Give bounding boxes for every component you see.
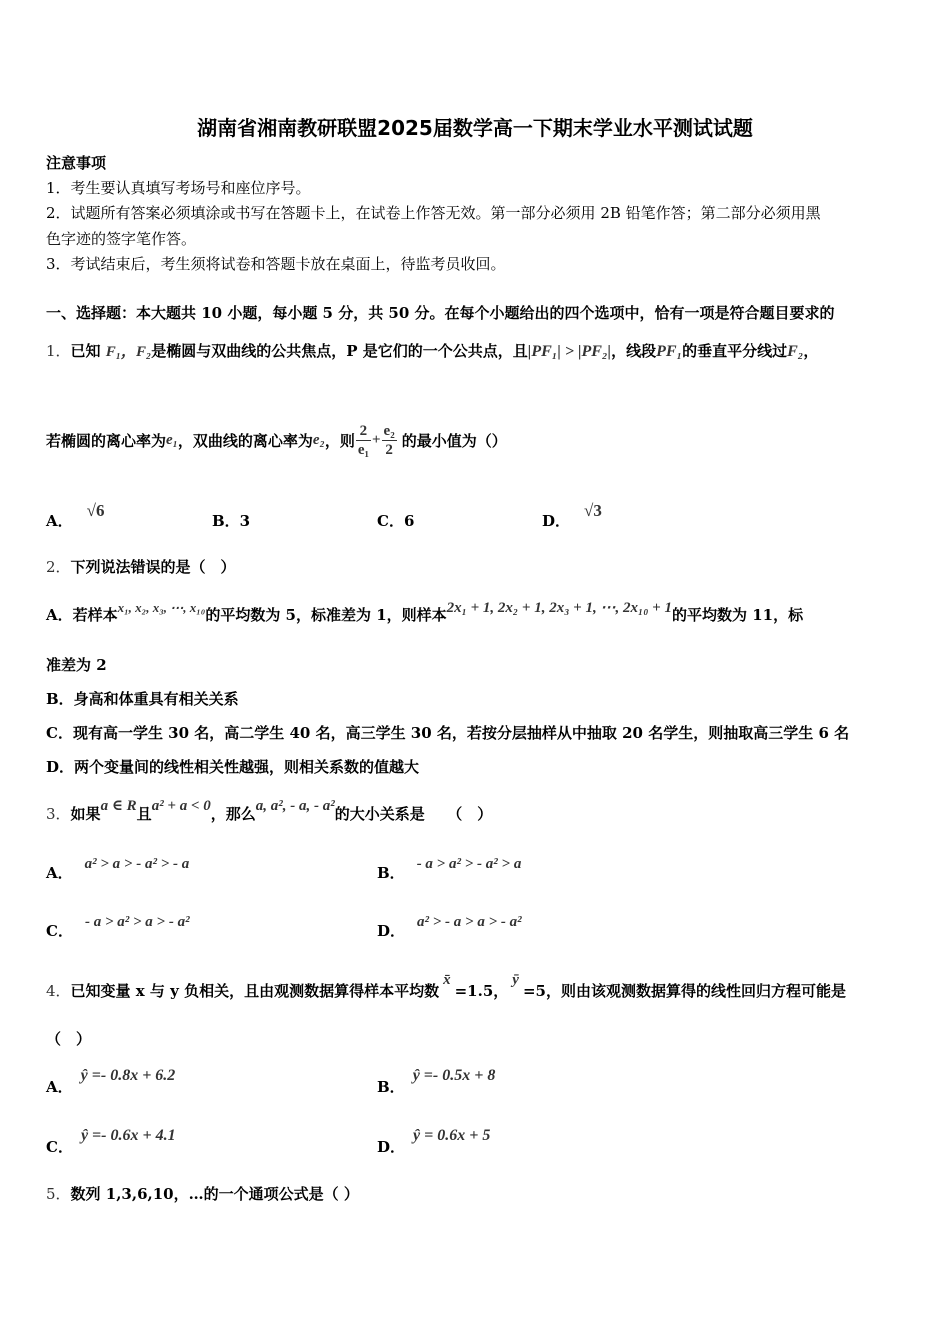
option-label: D． [542, 512, 571, 530]
option-math: 2x₁ + 1, 2x₂ + 1, 2x₃ + 1, ⋯, 2x₁₀ + 1 [446, 600, 672, 616]
section-heading: 一、选择题：本大题共 10 小题，每小题 5 分，共 50 分。在每个小题给出的四个选项中，恰有一项是符合题目要求的 [46, 304, 835, 322]
question-4-stem [46, 968, 846, 1000]
option-math: ŷ =- 0.6x + 4.1 [80, 1127, 176, 1144]
q3-text: 如果 [70, 805, 101, 823]
fraction [382, 422, 397, 459]
notice-item: 1．考生要认真填写考场号和座位序号。 [46, 179, 311, 197]
q2-option-a [46, 596, 804, 624]
q1-option-a [46, 500, 105, 530]
option-math: ŷ =- 0.8x + 6.2 [80, 1067, 176, 1084]
question-1-line-2 [46, 415, 507, 465]
q4-option-c [46, 1124, 176, 1156]
q4-text: =5，则由该观测数据算得的线性回归方程可能是 [522, 982, 846, 1000]
q5-text: 数列 1,3,6,10，…的一个通项公式是（ ） [70, 1185, 359, 1203]
q1-math-e2: e₂ [312, 431, 325, 448]
q1-text: ，双曲线的离心率为 [177, 431, 313, 450]
question-number: 2． [46, 558, 71, 576]
question-2-stem [46, 556, 236, 577]
q4-option-d [377, 1124, 491, 1156]
option-label: A．若样本 [46, 606, 118, 624]
q2-option-b: B．身高和体重具有相关关系 [46, 690, 239, 708]
page-title: 湖南省湘南教研联盟2025届数学高一下期末学业水平测试试题 [197, 116, 753, 140]
option-math: ŷ = 0.6x + 5 [413, 1127, 491, 1144]
plus-sign: + [371, 431, 381, 448]
option-math: - a > a² > - a² > a [416, 856, 522, 872]
q2-option-d: D．两个变量间的线性相关性越强，则相关系数的值越大 [46, 758, 420, 776]
q3-option-c [46, 910, 190, 940]
q2-text: 的平均数为 11，标 [671, 606, 804, 624]
fraction-numerator: 2 [356, 422, 371, 441]
q1-math-foci: F₁，F₂ [105, 344, 152, 360]
q1-text: 的垂直平分线过 [682, 342, 788, 360]
q3-option-b [377, 852, 522, 882]
option-math: - a > a² > a > - a² [84, 914, 190, 930]
option-label: C． [46, 1138, 73, 1156]
notice-item: 2．试题所有答案必须填涂或书写在答题卡上，在试卷上作答无效。第一部分必须用 2B 铅笔作答；第二部分必须用黑 [46, 204, 821, 222]
q1-text: 的最小值为（） [401, 431, 507, 450]
q4-text: =1.5， [454, 982, 509, 1000]
q1-math-segment: PF₁ [656, 343, 683, 360]
notice-heading: 注意事项 [46, 154, 107, 172]
question-number: 1． [46, 342, 71, 360]
q1-text: ， [803, 342, 819, 360]
fraction-numerator: e₂ [383, 422, 395, 439]
q1-math-e1: e₁ [166, 431, 178, 448]
q1-text: 若椭圆的离心率为 [46, 431, 167, 450]
option-label: A． [46, 512, 73, 530]
option-label: A． [46, 864, 73, 882]
option-math: √3 [584, 501, 602, 520]
option-math: x₁, x₂, x₃, ⋯, x₁₀ [117, 600, 206, 615]
question-number: 5． [46, 1185, 71, 1203]
option-label: D． [377, 1138, 406, 1156]
q1-option-c [377, 510, 414, 531]
q2-option-c: C．现有高一学生 30 名，高二学生 40 名，高三学生 30 名，若按分层抽样从中抽取 20 名学生，则抽取高三学生 6 名 [46, 724, 850, 742]
q1-text: 是椭圆与双曲线的公共焦点，P 是它们的一个公共点，且 [151, 342, 528, 360]
q3-math: a, a², - a, - a² [255, 798, 335, 814]
q1-option-b [212, 510, 250, 531]
option-label: C． [46, 922, 73, 940]
q2-text: 的平均数为 5，标准差为 1，则样本 [205, 606, 447, 624]
notice-item: 3．考试结束后，考生须将试卷和答题卡放在桌面上，待监考员收回。 [46, 255, 506, 273]
option-label: B．3 [212, 512, 251, 530]
q1-option-d [542, 500, 602, 530]
q4-option-a [46, 1064, 176, 1096]
q4-text: 已知变量 x 与 y 负相关，且由观测数据算得样本平均数 [70, 982, 440, 1000]
question-3-stem [46, 794, 493, 823]
fraction-denominator: e₁ [357, 441, 369, 458]
option-label: A． [46, 1078, 73, 1096]
option-math: a² > - a > a > - a² [417, 914, 522, 930]
q1-math-expression [355, 422, 398, 459]
fraction-denominator: 2 [385, 441, 393, 458]
notice-item: 色字迹的签字笔作答。 [46, 230, 197, 248]
q2-text: 下列说法错误的是（ ） [70, 558, 236, 576]
question-number: 3． [46, 805, 71, 823]
option-label: C．6 [377, 512, 415, 530]
q4-math: ȳ [512, 972, 519, 988]
question-1-line-1 [46, 340, 818, 361]
q2-option-a-cont: 准差为 2 [46, 656, 107, 674]
question-5-stem [46, 1183, 359, 1204]
q1-text: 已知 [70, 342, 101, 360]
q1-math-condition: |PF₁| > |PF₂| [527, 343, 612, 360]
fraction [356, 422, 371, 459]
q3-text: ，那么 [210, 805, 256, 823]
option-math: a² > a > - a² > - a [84, 856, 190, 872]
option-math: √6 [86, 501, 105, 520]
question-number: 4． [46, 982, 71, 1000]
q4-option-b [377, 1064, 496, 1096]
q1-math-f2: F₂ [787, 343, 804, 360]
q3-math: a ∈ R [100, 798, 137, 814]
option-math: ŷ =- 0.5x + 8 [412, 1067, 496, 1084]
q3-text: 的大小关系是 （ ） [334, 805, 493, 823]
q1-text: ，线段 [611, 342, 657, 360]
q3-math: a² + a < 0 [151, 798, 211, 814]
option-label: B． [377, 864, 405, 882]
option-label: D． [377, 922, 406, 940]
q3-option-a [46, 852, 190, 882]
option-label: B． [377, 1078, 405, 1096]
q4-math: x̄ [443, 972, 451, 988]
q3-option-d [377, 910, 522, 940]
q4-paren: （ ） [46, 1030, 92, 1048]
q3-text: 且 [136, 805, 152, 823]
q1-text: ，则 [324, 431, 355, 450]
